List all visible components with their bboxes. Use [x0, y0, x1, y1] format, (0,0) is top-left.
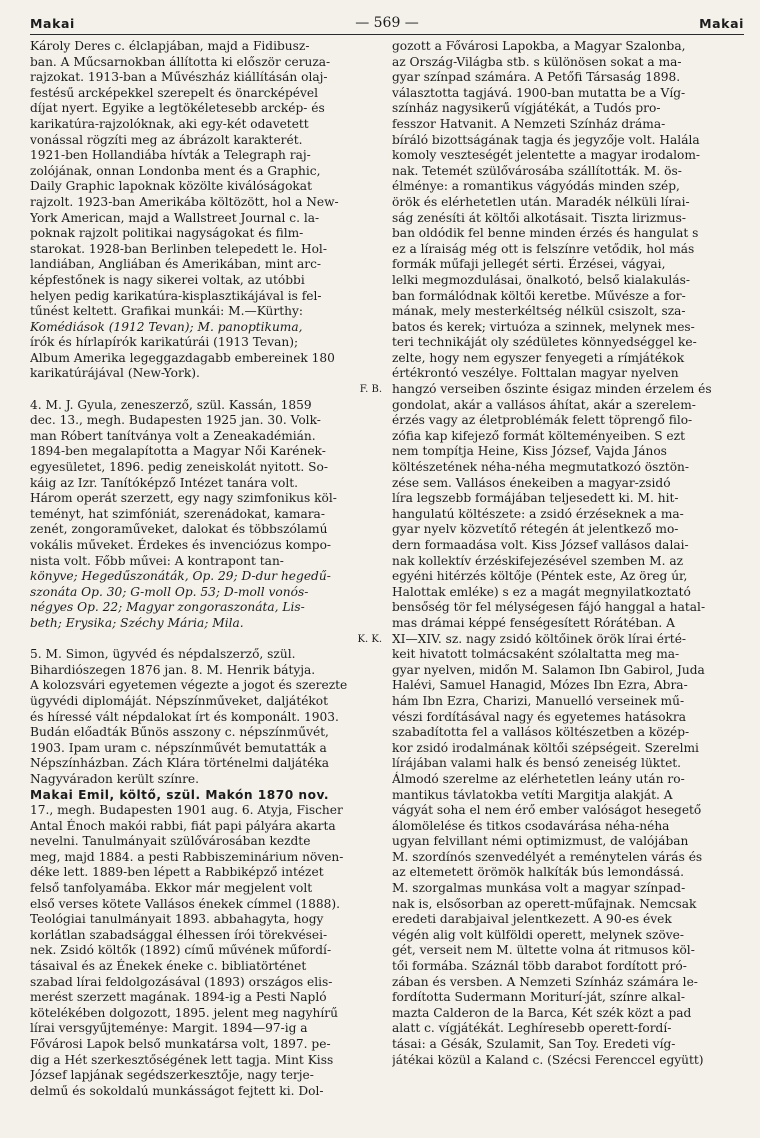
text-line: végén alig volt külföldi operett, melynek szöve- [392, 927, 684, 942]
text-line: beth; Erysika; Széchy Mária; Mila. [30, 615, 244, 630]
text-line: merést szerzett magának. 1894-ig a Pesti Napló [30, 990, 327, 1005]
text-line: és híressé vált népdalokat írt és komponált. 1903. [30, 709, 339, 724]
text-line: man Róbert tanítványa volt a Zeneakadémián. [30, 428, 316, 443]
text-line: landiában, Angliában és Amerikában, mint arc- [30, 257, 322, 272]
text-line: nem tompítja Heine, Kiss József, Vajda János [392, 444, 667, 459]
left-column [30, 39, 382, 1124]
text-line: tásai: a Gésák, Szulamit, San Toy. Eredeti víg- [392, 1037, 676, 1051]
entry-heading-line: 5. M. Simon, ügyvéd és népdalszerző, szül. [30, 647, 296, 662]
text-line: karikatúrájával (New-York). [30, 366, 200, 381]
text-line: ban. A Műcsarnokban állította ki először ceruza- [30, 54, 331, 69]
entry-heading-line: Makai Emil, költő, szül. Makón 1870 nov. [30, 787, 330, 802]
text-line: Antal Énoch makói rabbi, fiát papi pályára akarta [30, 818, 336, 833]
text-line: egyéni hitérzés költője (Péntek este, Az öreg úr, [392, 569, 688, 584]
text-line: bíráló bizottságának tagja és jegyzője volt. Halála [392, 132, 700, 147]
text-line: hangulatú költészete: a zsidó érzéseknek a ma- [392, 506, 684, 521]
text-line: York American, majd a Wallstreet Journal c. la- [30, 210, 320, 225]
text-line: alatt c. vígjátékát. Leghíresebb operett-fordí- [392, 1021, 672, 1036]
text-line: Álmodó szerelme az elérhetetlen leány után ro- [392, 771, 685, 786]
two-column-body [30, 39, 744, 1124]
text-line: Nagyváradon került színre. [30, 771, 200, 786]
text-line: bensőség tör fel mélységesen fájó hanggal a hatal- [392, 600, 706, 615]
text-line: zolójának, onnan Londonba ment és a Graphic, [30, 163, 321, 178]
text-line: kor zsidó irodalmának költői szépségeit. Szerelmi [392, 740, 699, 755]
text-line: XI—XIV. sz. nagy zsidó költőinek örök lírai érté- [392, 631, 687, 646]
header-left-headword: Makai [30, 15, 75, 31]
text-line: zófia kap kifejező formát költeményeiben. S ezt [392, 428, 685, 443]
text-line: karikatúra-rajzolóknak, aki egy-két odavetett [30, 116, 309, 131]
text-line: első verses kötete Vallásos énekek címmel (1888). [30, 896, 340, 911]
page-number: — 569 — [355, 15, 419, 31]
text-line: kötelékében dolgozott, 1895. jelent meg nagyhírű [30, 1005, 338, 1020]
text-line: képfestőnek is nagy sikerei voltak, az utóbbi [30, 272, 305, 287]
text-line: helyen pedig karikatúra-kisplasztikájával is fel- [30, 288, 322, 303]
text-line: M. szorgalmas munkása volt a magyar színpad- [392, 881, 686, 896]
text-line: szonáta Op. 30; G-moll Op. 53; D-moll vonós- [30, 584, 309, 599]
text-line: örök és elérhetetlen után. Maradék nélküli lírai- [392, 194, 690, 209]
text-line: nak kollektív érzéskifejezésével szemben M. az [392, 553, 684, 568]
text-line: gyar nyelv közvetítő rétegén át jelentkező mo- [392, 522, 679, 537]
text-line: festésű arcképekkel szerepelt és önarcképével [30, 85, 319, 100]
text-line: Daily Graphic lapoknak közölte kiválóságokat [30, 179, 312, 194]
text-line: dec. 13., megh. Budapesten 1925 jan. 30. Volk- [30, 413, 321, 428]
right-column [392, 39, 744, 1124]
text-line: fesszor Hatvanit. A Nemzeti Színház dráma- [392, 116, 666, 131]
text-line: álomölelése és titkos csodavárása néha-néha [392, 818, 670, 833]
text-line: starokat. 1928-ban Berlinben telepedett le. Hol- [30, 241, 327, 256]
text-line: vokális műveket. Érdekes és invenciózus kompo- [30, 538, 332, 552]
text-line: díjat nyert. Egyike a legtökéletesebb arckép- és [30, 101, 325, 116]
text-line: nek. Zsidó költők (1892) című művének műfordí- [30, 943, 332, 958]
text-line: 1903. Ipam uram c. népszínművét bemutatták a [30, 740, 327, 755]
text-line: ban formálódnak költői keretbe. Művésze a for- [392, 288, 686, 303]
text-line: Három operát szerzett, egy nagy szimfonikus köl- [30, 491, 337, 506]
text-line: meg, majd 1884. a pesti Rabbiszeminárium növen- [30, 849, 344, 864]
text-line: poknak rajzolt politikai nagyságokat és film- [30, 226, 304, 241]
text-line: nista volt. Főbb művei: A kontrapont tan- [30, 553, 284, 568]
text-line: ügyvédi diplomáját. Népszínműveket, daljátékot [30, 693, 329, 708]
text-line: élménye: a romantikus vágyódás minden szép, [392, 179, 680, 194]
text-line: játékai közül a Kaland c. (Szécsi Ferenccel együtt) [392, 1052, 704, 1067]
text-line: ban oldódik fel benne minden érzés és hangulat s [392, 226, 699, 241]
text-line: zése sem. Vallásos énekeiben a magyar-zsidó [392, 475, 671, 490]
text-line: színház nagysikerű vígjátékát, a Tudós pro- [392, 101, 661, 116]
text-line: ság zenésíti át költői alkotásait. Tiszta lirizmus- [392, 210, 686, 225]
text-line: 1921-ben Hollandiába hívták a Telegraph raj- [30, 148, 311, 163]
text-line: hám Ibn Ezra, Charizi, Manuelló verseinek mű- [392, 693, 685, 708]
text-line: Fővárosi Lapok belső munkatársa volt, 1897. pe- [30, 1037, 331, 1051]
text-line: A kolozsvári egyetemen végezte a jogot és szerezte [30, 678, 348, 693]
text-line: gyar nyelven, midőn M. Salamon Ibn Gabirol, Juda [392, 662, 705, 677]
text-line: nevelni. Tanulmányait szülővárosában kezdte [30, 834, 311, 849]
text-line: eredeti darabjaival jelentkezett. A 90-es évek [392, 912, 672, 927]
text-line: könyve; Hegedűszonáták, Op. 29; D-dur hegedű- [30, 569, 331, 584]
text-line: mantikus távlatokba vetíti Margitja alakját. A [392, 787, 673, 802]
text-line: költészetének néha-néha megmutatkozó ösztön- [392, 460, 690, 475]
text-line: mas drámai képpé fenségesített Rórátéban. A [392, 615, 675, 630]
text-line: mának, mely mesterkéltség nélkül csiszolt, sza- [392, 304, 686, 319]
text-line: négyes Op. 22; Magyar zongoraszonáta, Lis- [30, 600, 305, 615]
text-line: Budán előadták Bűnös asszony c. népszínművét, [30, 725, 329, 740]
text-line: írók és hírlapírók karikatúrái (1913 Tevan); [30, 335, 299, 350]
text-line: vészi fordításával nagy és egyetemes hatásokra [392, 709, 687, 724]
text-line: 17., megh. Budapesten 1901 aug. 6. Atyja, Fischer [30, 803, 343, 818]
text-line: teri technikáját oly szédületes könnyedséggel ke- [392, 335, 697, 350]
text-line: az Ország-Világba stb. s különösen sokat a ma- [392, 54, 682, 69]
text-line: tásaival és az Énekek éneke c. bibliatörténet [30, 959, 307, 974]
text-line: az eltemetett örömök halkíták bús lemondássá. [392, 865, 685, 880]
text-line: lírájában valami halk és bensó zeneiség lüktet. [392, 756, 682, 771]
text-line: érzés vagy az életproblémák felett töprengő filo- [392, 413, 693, 428]
text-line: déke lett. 1889-ben lépett a Rabbiképző intézet [30, 865, 324, 880]
text-line: Károly Deres c. élclapjában, majd a Fidibusz- [30, 39, 310, 53]
text-line: gondolat, akár a vallásos áhítat, akár a szerelem- [392, 397, 696, 412]
text-line: fordította Sudermann Moriturí-ját, színre alkal- [392, 990, 685, 1005]
header-right-headword: Makai [699, 15, 744, 31]
author-signature: K. K. [357, 633, 382, 645]
text-line: vonással rögzíti meg az ábrázolt karakterét. [30, 132, 303, 147]
text-line: gét, verseit nem M. ültette volna át ritmusos köl- [392, 943, 695, 958]
text-line: komoly veszteségét jelentette a magyar irodalom- [392, 148, 701, 163]
text-line: líra legszebb formájában teljesedett ki. M. hit- [392, 491, 679, 506]
text-line: választotta tagjává. 1900-ban mutatta be a Víg- [392, 85, 686, 100]
text-line: keit hivatott tolmácsaként szólaltatta meg ma- [392, 647, 680, 662]
text-line: gyar színpad számára. A Petőfi Társaság 1898. [392, 70, 681, 85]
text-line: Halottak emléke) s ez a magát megnyilatkoztató [392, 584, 691, 599]
text-line: rajzolt. 1923-ban Amerikába költözött, hol a New- [30, 194, 339, 209]
text-line: tűnést keltett. Grafikai munkái: M.—Kürthy: [30, 304, 303, 319]
author-signature: F. B. [359, 384, 382, 396]
text-line: vágyát soha el nem érő ember valóságot hesegető [392, 803, 702, 818]
text-line: dern formaadása volt. Kiss József vallásos dalai- [392, 538, 689, 552]
text-line: M. szordínós szenvedélyét a reménytelen várás és [392, 849, 703, 864]
entry-heading-line: 4. M. J. Gyula, zeneszerző, szül. Kassán, 1859 [30, 397, 312, 412]
text-line: ez a líraiság még ott is felszínre vetődik, hol más [392, 241, 695, 256]
text-line: rajzokat. 1913-ban a Művészház kiállításán olaj- [30, 70, 328, 85]
running-header [30, 12, 744, 35]
text-line: káig az Izr. Tanítóképző Intézet tanára volt. [30, 475, 299, 490]
text-line: nak is, elsősorban az operett-műfajnak. Nemcsak [392, 896, 697, 911]
text-line: formák műfaji jellegét sérti. Érzései, vágyai, [392, 257, 666, 272]
text-line: Halévi, Samuel Hanagid, Mózes Ibn Ezra, Abra- [392, 678, 688, 693]
text-line: batos és kerek; virtuóza a szinnek, melynek mes- [392, 319, 695, 334]
text-line: teményt, hat szimfóniát, szerenádokat, kamara- [30, 506, 325, 521]
text-line: delmű és sokoldalú munkásságot fejtett ki. Dol- [30, 1083, 324, 1098]
text-line: korlátlan szabadsággal élhessen írói törekvései- [30, 927, 328, 942]
text-line: zenét, zongoraműveket, dalokat és többszólamú [30, 522, 328, 537]
text-line: Komédiások (1912 Tevan); M. panoptikuma, [30, 319, 303, 334]
text-line: értékrontó veszélye. Folttalan magyar nyelven [392, 366, 679, 381]
text-line: szabadította fel a vallásos költészetben a közép- [392, 725, 690, 740]
text-line: Bihardiószegen 1876 jan. 8. M. Henrik bátyja. [30, 662, 316, 677]
text-line: Teológiai tanulmányait 1893. abbahagyta, hogy [30, 912, 324, 927]
text-line: felső tanfolyamába. Ekkor már megjelent volt [30, 881, 313, 896]
text-line: József lapjának segédszerkesztője, nagy terje- [30, 1068, 314, 1083]
text-line: egyesületet, 1896. pedig zeneiskolát nyitott. So- [30, 460, 328, 475]
text-line: hangzó verseiben őszinte ésigaz minden érzelem és [392, 382, 712, 397]
text-line: lírai versgyűjteménye: Margit. 1894—97-ig a [30, 1021, 308, 1036]
text-line: zában és versben. A Nemzeti Színház számára le- [392, 974, 698, 989]
text-line: ugyan felvillant némi optimizmust, de valójában [392, 834, 689, 849]
text-line: Album Amerika legeggazdagabb embereinek 180 [30, 350, 335, 365]
text-line: lelki megmozdulásai, önalkotó, belső kialakulás- [392, 272, 690, 287]
text-line: gozott a Fővárosi Lapokba, a Magyar Szalonba, [392, 39, 686, 53]
text-line: dig a Hét szerkesztőségének lett tagja. Mint Kiss [30, 1052, 334, 1067]
text-line: nak. Tetemét szülővárosába szállították. M. ös- [392, 163, 682, 178]
text-line: 1894-ben megalapította a Magyar Női Karének- [30, 444, 326, 459]
text-line: tői formába. Száznál több darabot fordított pró- [392, 959, 687, 974]
text-line: zelte, hogy nem egyszer fenyegeti a rímjátékok [392, 350, 685, 365]
text-line: Népszínházban. Zách Klára történelmi daljátéka [30, 756, 330, 771]
text-line: szabad lírai feldolgozásával (1893) országos elis- [30, 974, 333, 989]
text-line: mazta Calderon de la Barca, Két szék közt a pad [392, 1005, 692, 1020]
